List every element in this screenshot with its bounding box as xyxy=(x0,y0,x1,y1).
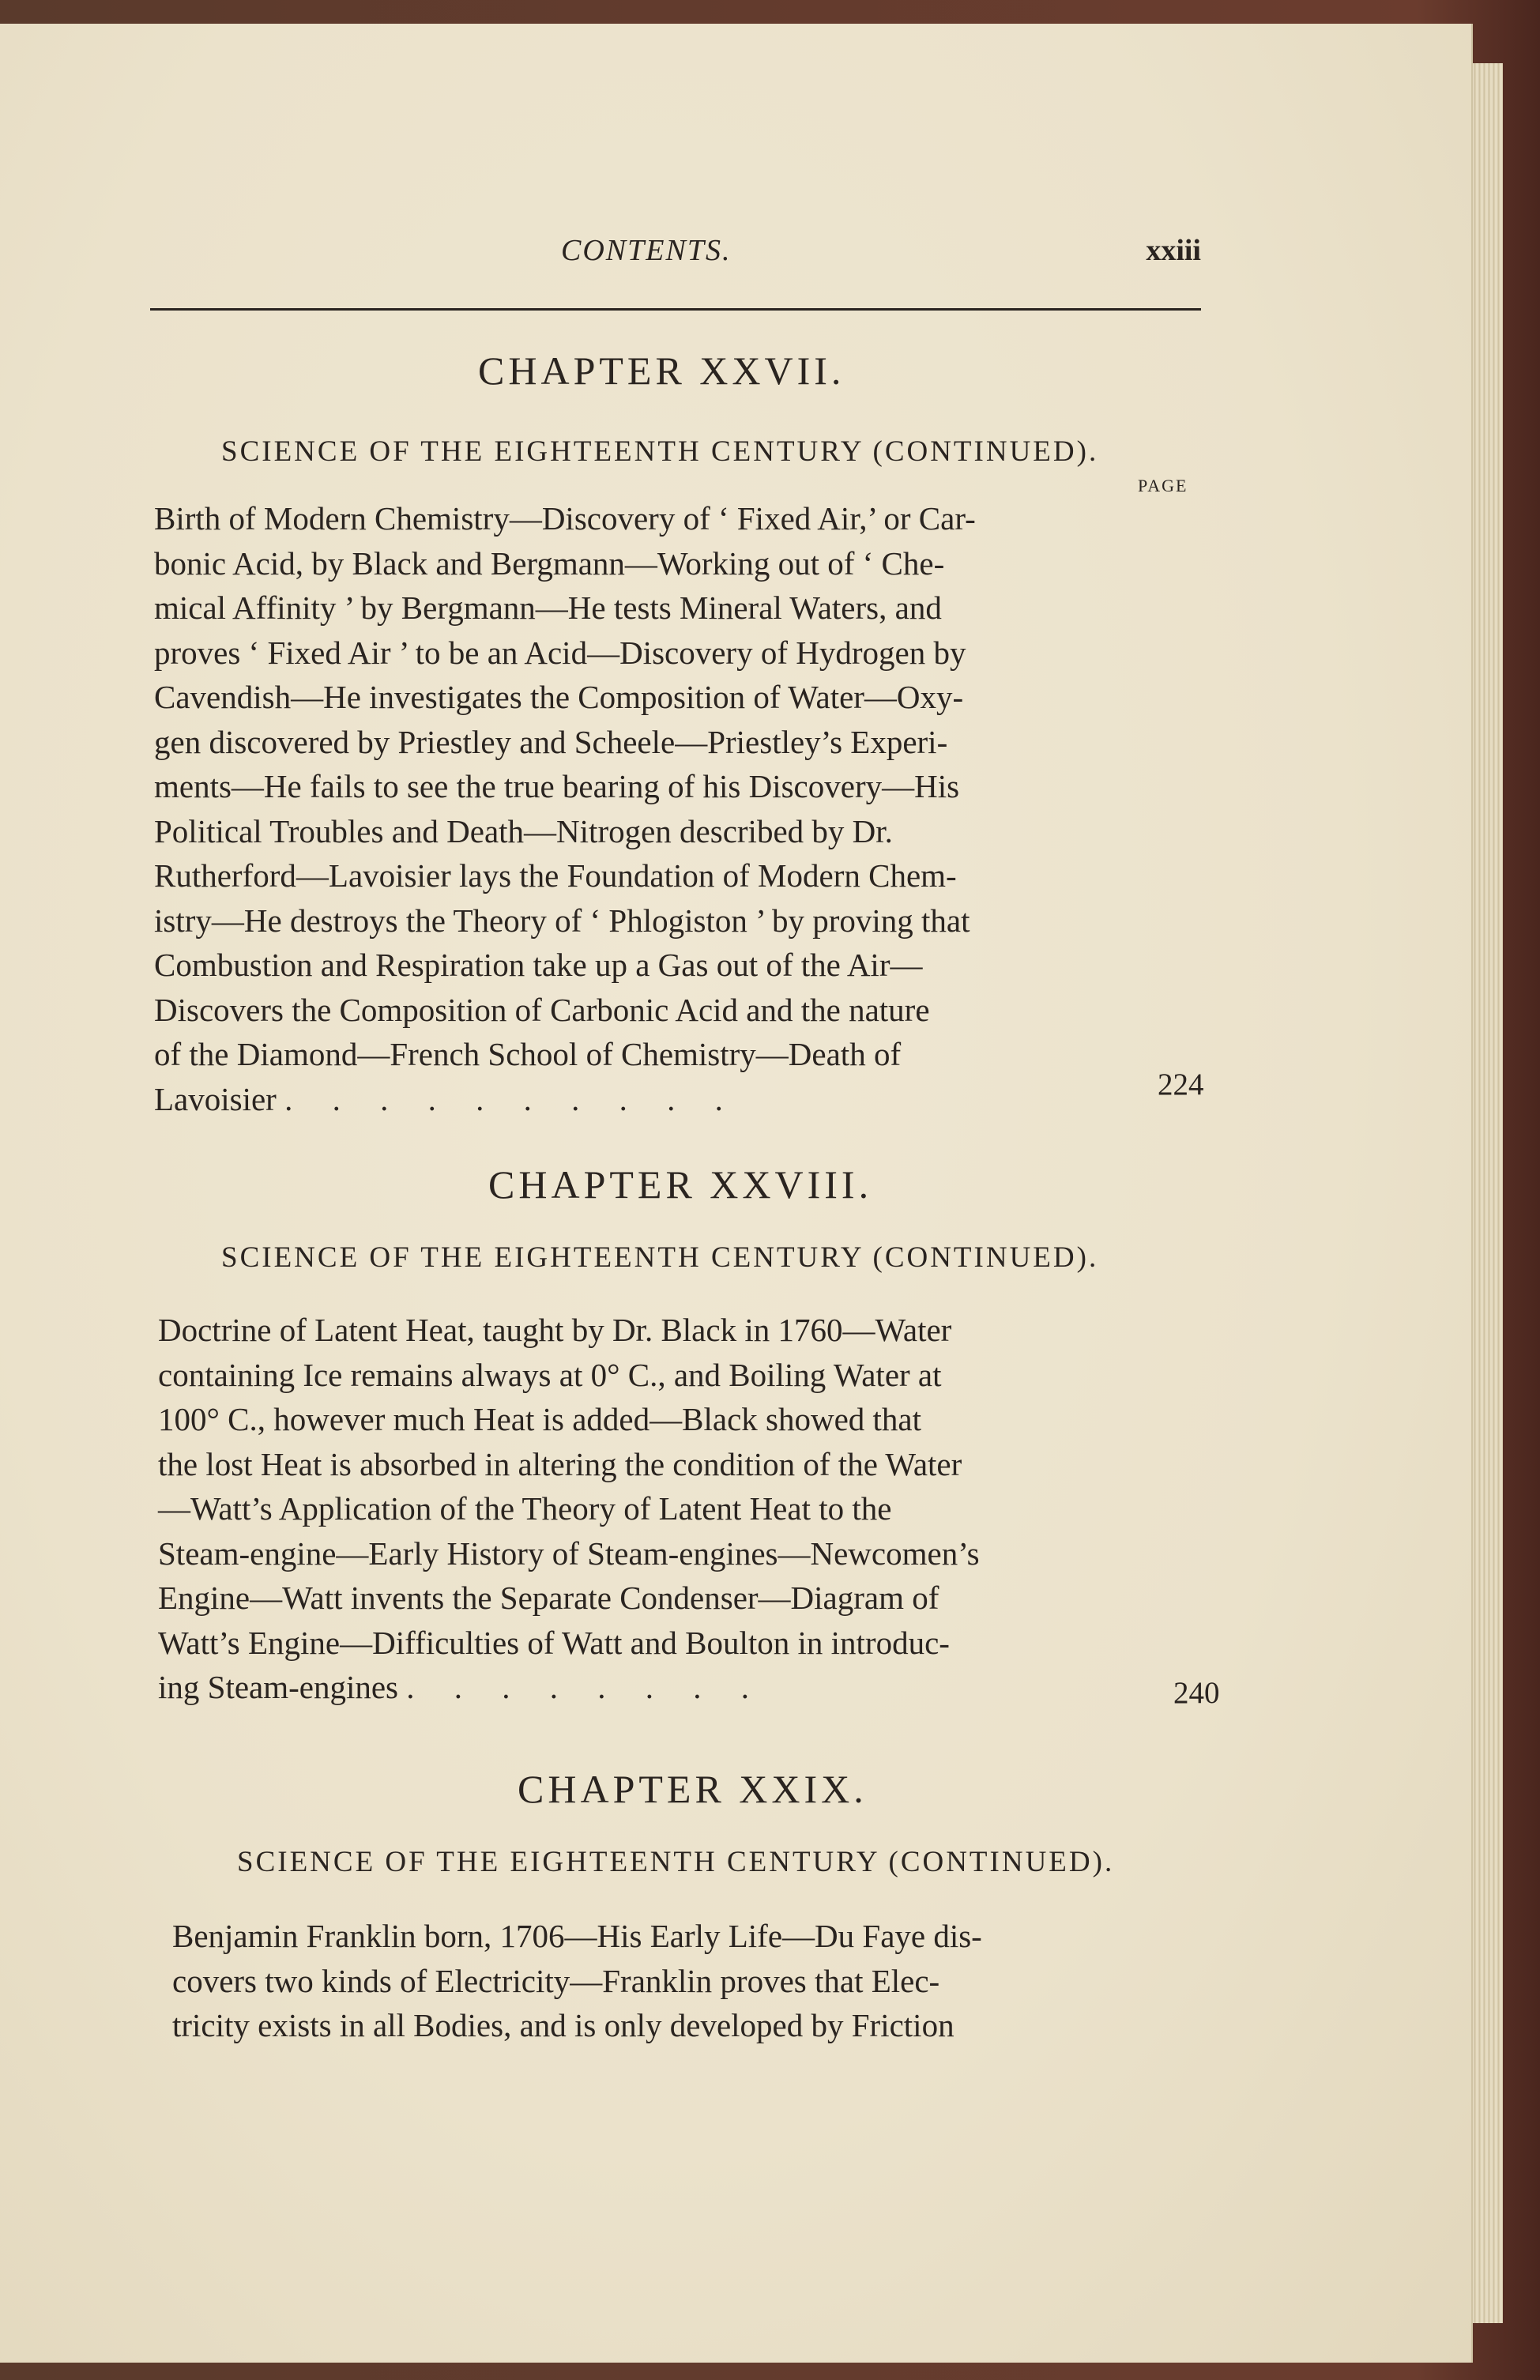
chapter-27-summary xyxy=(154,496,1150,1121)
summary-line: Doctrine of Latent Heat, taught by Dr. Black in 1760—Water xyxy=(158,1312,952,1348)
chapter-27-title: CHAPTER XXVII. xyxy=(478,348,845,393)
summary-line: Engine—Watt invents the Separate Condenser—Diagram of xyxy=(158,1580,939,1616)
summary-line: Rutherford—Lavoisier lays the Foundation of Modern Chem- xyxy=(154,857,957,894)
chapter-27-page-number: 224 xyxy=(1158,1068,1204,1102)
summary-leader-line xyxy=(158,1665,1154,1710)
chapter-28-summary xyxy=(158,1308,1154,1710)
summary-line: 100° C., however much Heat is added—Black showed that xyxy=(158,1401,922,1437)
running-head xyxy=(150,233,1201,281)
summary-line: of the Diamond—French School of Chemistry—Death of xyxy=(154,1036,902,1072)
chapter-28-subtitle: SCIENCE OF THE EIGHTEENTH CENTURY (CONTINUED). xyxy=(221,1241,1099,1274)
chapter-27-subtitle: SCIENCE OF THE EIGHTEENTH CENTURY (CONTINUED). xyxy=(221,435,1099,468)
leader-dots: . . . . . . . . . . xyxy=(284,1080,723,1117)
chapter-29-title: CHAPTER XXIX. xyxy=(518,1767,868,1811)
running-title: CONTENTS. xyxy=(561,234,732,267)
summary-line: Political Troubles and Death—Nitrogen described by Dr. xyxy=(154,812,893,849)
summary-line: tricity exists in all Bodies, and is only developed by Friction xyxy=(172,2007,954,2043)
summary-line: Combustion and Respiration take up a Gas out of the Air— xyxy=(154,947,923,983)
header-rule xyxy=(150,308,1201,311)
summary-line: covers two kinds of Electricity—Franklin proves that Elec- xyxy=(172,1962,940,1999)
chapter-29-subtitle: SCIENCE OF THE EIGHTEENTH CENTURY (CONTINUED). xyxy=(237,1846,1115,1878)
summary-line: the lost Heat is absorbed in altering the condition of the Water xyxy=(158,1445,962,1482)
summary-line: Watt’s Engine—Difficulties of Watt and Boulton in introduc- xyxy=(158,1624,950,1661)
page-edges xyxy=(1471,63,1503,2323)
page-column-label: PAGE xyxy=(1138,476,1188,495)
summary-line: Steam-engine—Early History of Steam-engines—Newcomen’s xyxy=(158,1535,980,1572)
book-page xyxy=(0,24,1473,2363)
summary-line: —Watt’s Application of the Theory of Latent Heat to the xyxy=(158,1490,892,1527)
summary-line: Discovers the Composition of Carbonic Acid and the nature xyxy=(154,991,930,1028)
summary-line: ments—He fails to see the true bearing of his Discovery—His xyxy=(154,768,960,804)
leader-dots: . . . . . . . . xyxy=(406,1669,750,1705)
summary-line: containing Ice remains always at 0° C., and Boiling Water at xyxy=(158,1356,942,1393)
chapter-28-page-number: 240 xyxy=(1173,1676,1220,1710)
summary-line: Benjamin Franklin born, 1706—His Early Life—Du Faye dis- xyxy=(172,1918,982,1954)
summary-line: gen discovered by Priestley and Scheele—Priestley’s Experi- xyxy=(154,723,948,760)
summary-line: mical Affinity ’ by Bergmann—He tests Mineral Waters, and xyxy=(154,589,942,626)
summary-line-last: Lavoisier xyxy=(154,1080,277,1117)
summary-line: bonic Acid, by Black and Bergmann—Working out of ‘ Che- xyxy=(154,544,945,582)
summary-line-last: ing Steam-engines xyxy=(158,1669,399,1705)
summary-leader-line xyxy=(154,1077,1150,1122)
chapter-29-summary xyxy=(172,1914,1169,2048)
summary-line: istry—He destroys the Theory of ‘ Phlogiston ’ by proving that xyxy=(154,902,970,939)
summary-line: Cavendish—He investigates the Composition of Water—Oxy- xyxy=(154,679,964,715)
summary-line: Birth of Modern Chemistry—Discovery of ‘ Fixed Air,’ or Car- xyxy=(154,500,976,537)
page-folio: xxiii xyxy=(1146,234,1201,267)
chapter-28-title: CHAPTER XXVIII. xyxy=(488,1162,873,1207)
summary-line: proves ‘ Fixed Air ’ to be an Acid—Discovery of Hydrogen by xyxy=(154,634,966,671)
